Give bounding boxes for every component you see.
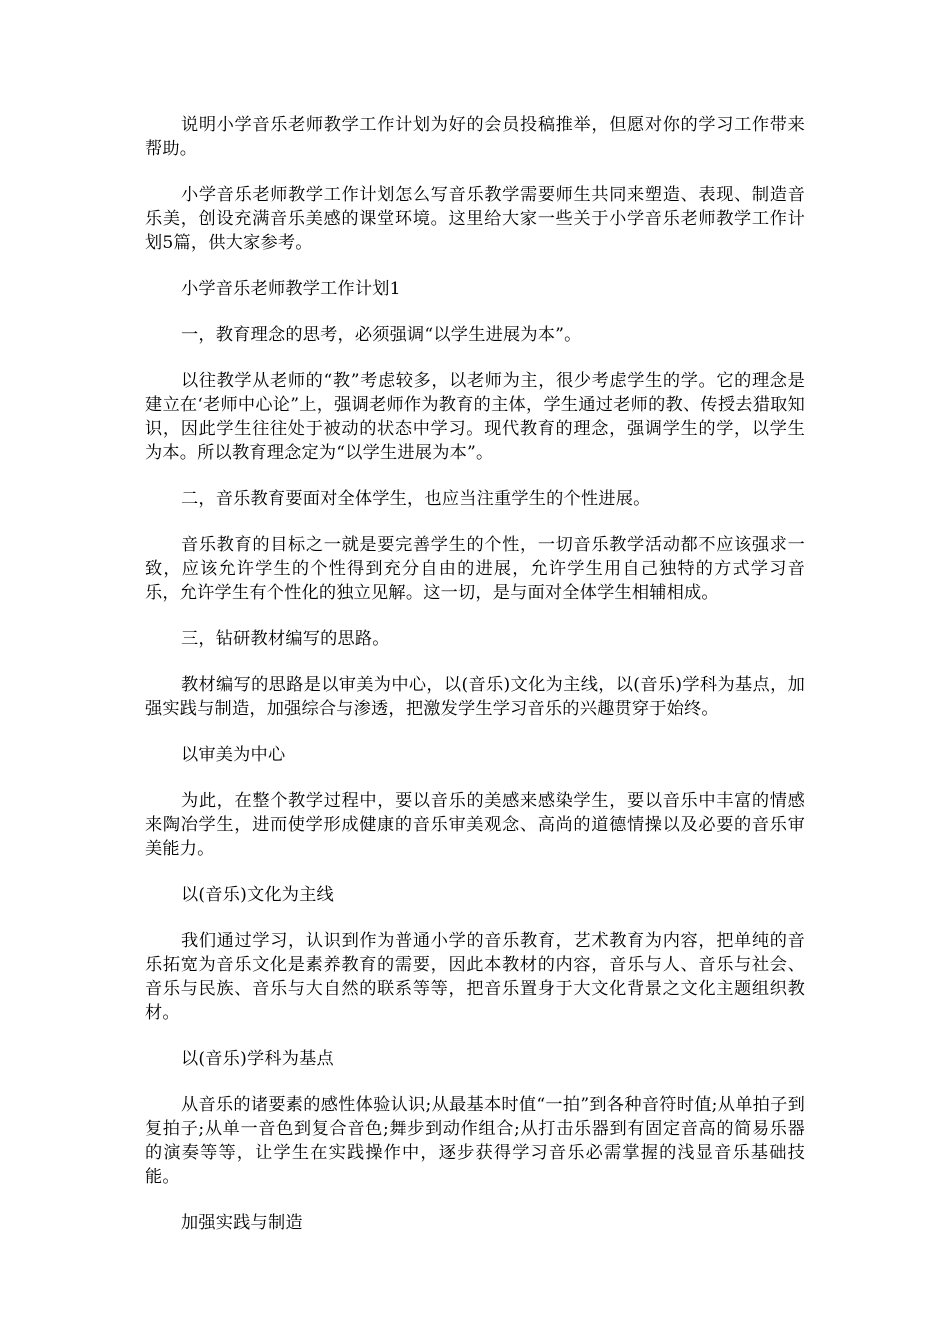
body-paragraph: 以往教学从老师的“教”考虑较多，以老师为主，很少考虑学生的学。它的理念是建立在‘老师中心论”上，强调老师作为教育的主体，学生通过老师的教、传授去猎取知识，因此学生往往处于被动的状态中学习。现代教育的理念，强调学生的学，以学生为本。所以教育理念定为“以学生进展为本”。 <box>145 371 805 463</box>
body-paragraph: 音乐教育的目标之一就是要完善学生的个性，一切音乐教学活动都不应该强求一致，应该允许学生的个性得到充分自由的进展，允许学生用自己独特的方式学习音乐，允许学生有个性化的独立见解。这一切，是与面对全体学生相辅相成。 <box>145 535 805 603</box>
heading-3: 三，钻研教材编写的思路。 <box>181 629 390 649</box>
body-paragraph: 教材编写的思路是以审美为中心，以(音乐)文化为主线，以(音乐)学科为基点，加强实践与制造，加强综合与渗透，把激发学生学习音乐的兴趣贯穿于始终。 <box>145 675 805 719</box>
document-body <box>145 113 805 1257</box>
intro-paragraph: 说明小学音乐老师教学工作计划为好的会员投稿推举，但愿对你的学习工作带来帮助。 <box>145 115 805 159</box>
subheading-culture: 以(音乐)文化为主线 <box>181 885 334 905</box>
body-paragraph: 为此，在整个教学过程中，要以音乐的美感来感染学生，要以音乐中丰富的情感来陶冶学生，进而使学形成健康的音乐审美观念、高尚的道德情操以及必要的音乐审美能力。 <box>145 791 805 859</box>
subheading-aesthetics: 以审美为中心 <box>181 745 286 765</box>
summary-paragraph: 小学音乐老师教学工作计划怎么写音乐教学需要师生共同来塑造、表现、制造音乐美，创设充满音乐美感的课堂环境。这里给大家一些关于小学音乐老师教学工作计划5篇，供大家参考。 <box>145 185 805 253</box>
heading-2: 二，音乐教育要面对全体学生，也应当注重学生的个性进展。 <box>181 489 651 509</box>
heading-1: 一，教育理念的思考，必须强调“以学生进展为本”。 <box>181 325 582 345</box>
body-paragraph: 从音乐的诸要素的感性体验认识;从最基本时值“一拍”到各种音符时值;从单拍子到复拍子;从单一音色到复合音色;舞步到动作组合;从打击乐器到有固定音高的简易乐器的演奏等等，让学生在实践操作中，逐步获得学习音乐必需掌握的浅显音乐基础技能。 <box>145 1095 805 1187</box>
body-paragraph: 我们通过学习，认识到作为普通小学的音乐教育，艺术教育为内容，把单纯的音乐拓宽为音乐文化是素养教育的需要，因此本教材的内容，音乐与人、音乐与社会、音乐与民族、音乐与大自然的联系等等，把音乐置身于大文化背景之文化主题组织教材。 <box>145 931 805 1023</box>
section-title: 小学音乐老师教学工作计划1 <box>181 279 401 299</box>
subheading-practice: 加强实践与制造 <box>181 1213 303 1233</box>
subheading-discipline: 以(音乐)学科为基点 <box>181 1049 334 1069</box>
